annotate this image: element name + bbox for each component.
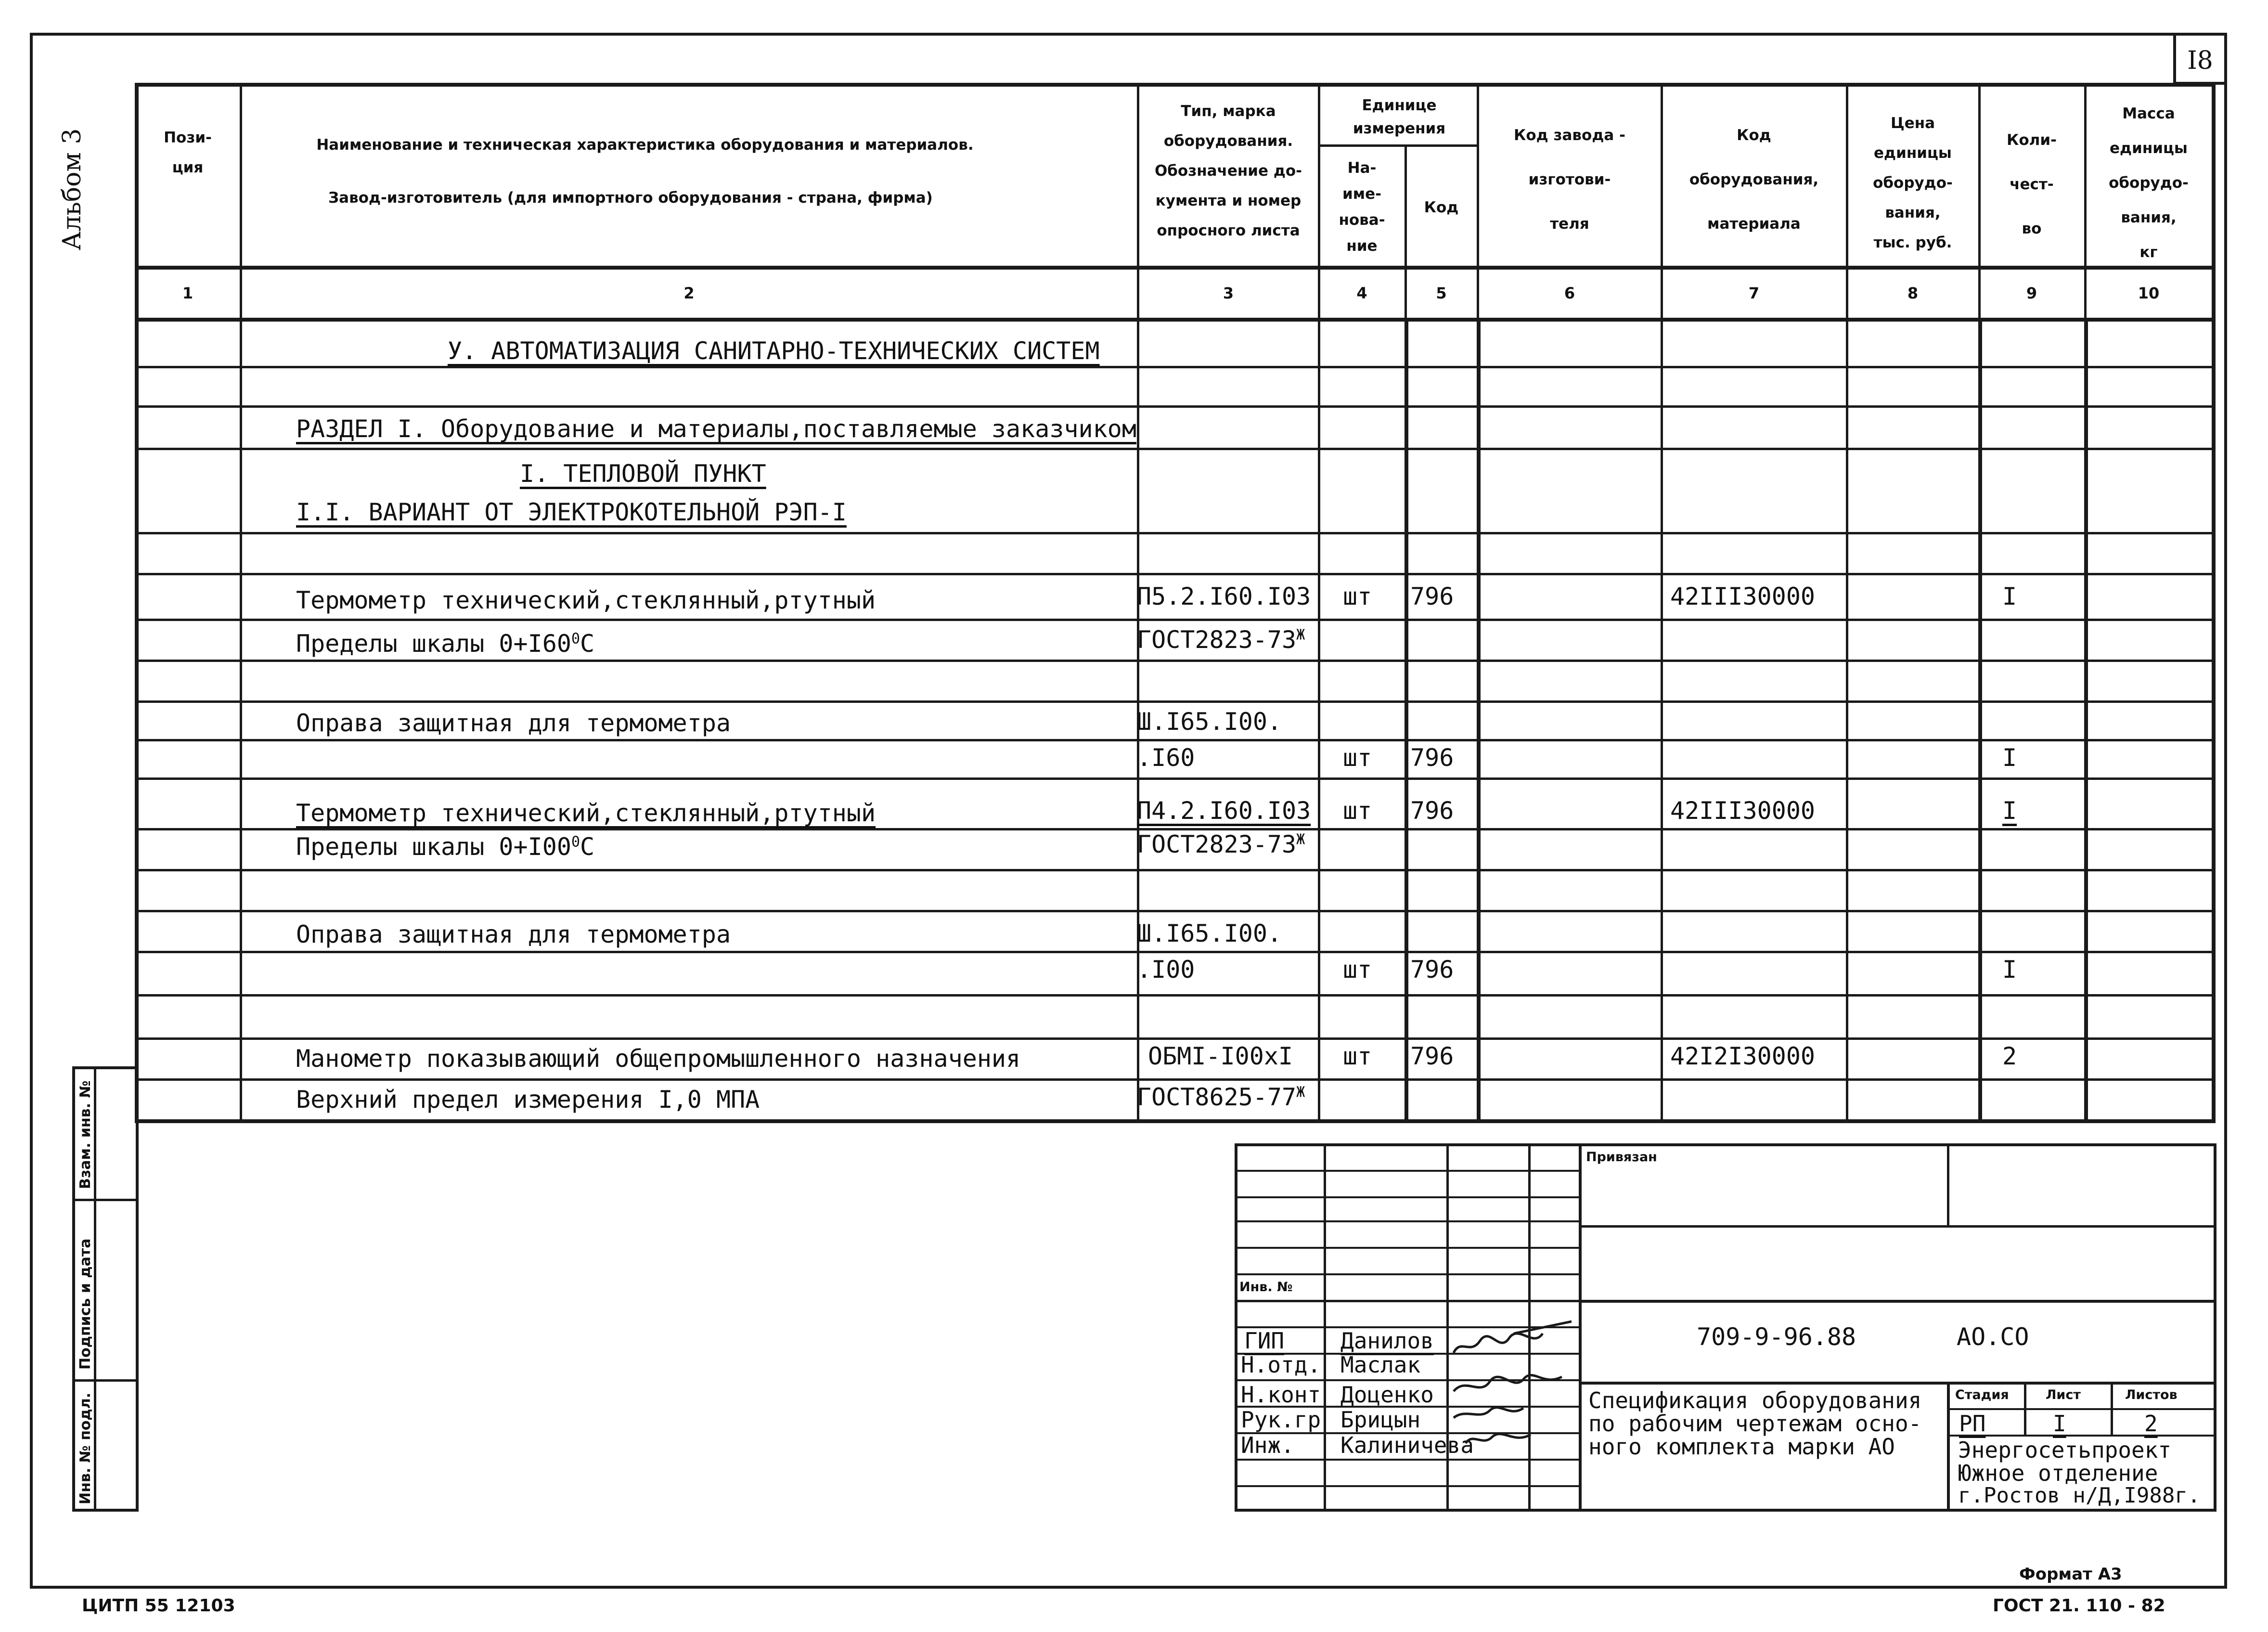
item-unit-code: 796 xyxy=(1410,797,1454,825)
item-type: П5.2.I60.I03 xyxy=(1137,583,1311,610)
item-unit: шт xyxy=(1343,744,1372,772)
stage-value: РП xyxy=(1959,1411,1986,1437)
doc-mark: АО.СО xyxy=(1957,1323,2029,1351)
stamp-role: Инж. xyxy=(1241,1432,1294,1458)
item-code: 42III30000 xyxy=(1670,583,1816,610)
signature xyxy=(1454,1408,1523,1418)
sheets-value: 2 xyxy=(2144,1411,2158,1437)
item-unit-code: 796 xyxy=(1410,583,1454,610)
header-type: Тип, марка оборудования. Обозначение до- кумента и номер опросного листа xyxy=(1154,103,1302,239)
side-label-inv-podl: Инв. № подл. xyxy=(77,1392,94,1504)
section-heading: I. ТЕПЛОВОЙ ПУНКТ xyxy=(520,460,766,488)
sheet-label: Лист xyxy=(2046,1387,2081,1402)
item-quantity: 2 xyxy=(2002,1042,2017,1070)
item-quantity: I xyxy=(2002,744,2017,772)
header-mass: Масса единицы оборудо- вания, кг xyxy=(2109,105,2189,261)
section-heading: РАЗДЕЛ I. Оборудование и материалы,поставляемые заказчиком xyxy=(296,415,1136,443)
item-unit: шт xyxy=(1343,797,1372,825)
stamp-name: Брицын xyxy=(1340,1407,1421,1433)
side-label-podpis: Подпись и дата xyxy=(77,1238,94,1370)
item-name: Оправа защитная для термометра xyxy=(296,709,731,737)
item-quantity: I xyxy=(2002,583,2017,610)
footer-format: Формат А3 xyxy=(2019,1565,2122,1584)
item-code: 42I2I30000 xyxy=(1670,1042,1816,1070)
item-name: Пределы шкалы $0+I60^0С$ xyxy=(296,630,595,658)
header-unit-name: На- име- нова- ние xyxy=(1339,159,1385,255)
header-units: Единице измерения xyxy=(1353,97,1446,137)
column-number: 3 xyxy=(1223,284,1234,302)
column-number: 7 xyxy=(1748,284,1760,302)
signature xyxy=(1454,1321,1572,1353)
column-number: 9 xyxy=(2026,284,2037,302)
item-quantity: I xyxy=(2002,797,2017,825)
album-label: Альбом 3 xyxy=(58,128,87,250)
side-label-vzam: Взам. инв. № xyxy=(77,1080,94,1189)
item-name: Верхний предел измерения I,0 МПА xyxy=(296,1086,760,1114)
org-line: Южное отделение xyxy=(1958,1460,2158,1486)
item-type: .I60 xyxy=(1137,744,1195,772)
column-number: 10 xyxy=(2138,284,2160,302)
item-name: Термометр технический,стеклянный,ртутный xyxy=(296,799,876,827)
header-unit-code: Код xyxy=(1424,199,1459,216)
column-number: 8 xyxy=(1907,284,1919,302)
item-name: Пределы шкалы $0+I00^0С$ xyxy=(296,833,595,861)
signature xyxy=(1454,1375,1562,1391)
stamp-name: Калиничева xyxy=(1340,1432,1474,1458)
sheets-label: Листов xyxy=(2125,1387,2178,1402)
item-type: .I00 xyxy=(1137,956,1195,984)
item-type: $ГОСТ8625-77^Ж$ xyxy=(1137,1083,1305,1111)
signature xyxy=(1466,1434,1531,1443)
item-name: Термометр технический,стеклянный,ртутный xyxy=(296,586,876,614)
header-equipment-code: Код оборудования, материала xyxy=(1689,127,1819,233)
footer-gost: ГОСТ 21. 110 - 82 xyxy=(1993,1596,2165,1616)
column-number: 2 xyxy=(683,284,695,302)
stamp-inv-no: Инв. № xyxy=(1239,1280,1293,1295)
column-number: 5 xyxy=(1436,284,1447,302)
stamp-role: ГИП xyxy=(1244,1328,1285,1354)
item-code: 42III30000 xyxy=(1670,797,1816,825)
sheet-number: I8 xyxy=(2187,46,2213,75)
doc-number: 709-9-96.88 xyxy=(1697,1323,1856,1351)
item-type: ОБМI-I00xI xyxy=(1148,1042,1293,1070)
item-type: Ш.I65.I00. xyxy=(1137,920,1282,947)
column-number: 4 xyxy=(1356,284,1367,302)
header-price: Цена единицы оборудо- вания, тыс. руб. xyxy=(1873,115,1953,251)
item-unit-code: 796 xyxy=(1410,1042,1454,1070)
footer-left: ЦИТП 55 12103 xyxy=(82,1596,235,1616)
stamp-privyazan: Привязан xyxy=(1586,1150,1657,1165)
column-number: 1 xyxy=(182,284,193,302)
item-unit: шт xyxy=(1343,956,1372,984)
signatures xyxy=(1446,1319,1576,1464)
item-quantity: I xyxy=(2002,956,2017,984)
item-unit-code: 796 xyxy=(1410,744,1454,772)
stamp-role: Н.отд. xyxy=(1241,1352,1321,1378)
stamp-name: Доценко xyxy=(1340,1382,1434,1408)
header-factory-code: Код завода - изготови- теля xyxy=(1514,127,1625,233)
header-name-line1: Наименование и техническая характеристика оборудования и материалов. xyxy=(316,136,974,154)
header-quantity: Коли- чест- во xyxy=(2007,131,2057,237)
doc-title-line: по рабочим чертежам осно- xyxy=(1588,1411,1922,1437)
stamp-name: Маслак xyxy=(1340,1352,1421,1378)
doc-title-line: ного комплекта марки АО xyxy=(1588,1434,1895,1460)
section-heading: I.I. ВАРИАНТ ОТ ЭЛЕКТРОКОТЕЛЬНОЙ РЭП-I xyxy=(296,498,847,526)
org-line: г.Ростов н/Д,I988г. xyxy=(1958,1483,2201,1508)
item-unit: шт xyxy=(1343,1042,1372,1070)
sheet-value: I xyxy=(2053,1411,2066,1437)
header-name-line2: Завод-изготовитель (для импортного оборудования - страна, фирма) xyxy=(328,189,933,207)
item-unit-code: 796 xyxy=(1410,956,1454,984)
stamp-role: Н.конт xyxy=(1241,1382,1321,1408)
doc-title-line: Спецификация оборудования xyxy=(1588,1387,1922,1413)
item-type: $ГОСТ2823-73^Ж$ xyxy=(1137,830,1305,858)
org-line: Энергосетьпроект xyxy=(1958,1437,2172,1463)
stamp-role: Рук.гр xyxy=(1241,1407,1321,1433)
item-unit: шт xyxy=(1343,583,1372,610)
item-type: П4.2.I60.I03 xyxy=(1137,797,1311,825)
section-heading: У. АВТОМАТИЗАЦИЯ САНИТАРНО-ТЕХНИЧЕСКИХ СИСТЕМ xyxy=(448,337,1100,365)
stage-label: Стадия xyxy=(1955,1387,2009,1402)
item-type: Ш.I65.I00. xyxy=(1137,708,1282,736)
column-number: 6 xyxy=(1564,284,1575,302)
item-type: $ГОСТ2823-73^Ж$ xyxy=(1137,626,1305,654)
item-name: Манометр показывающий общепромышленного назначения xyxy=(296,1045,1021,1073)
stamp-name: Данилов xyxy=(1340,1328,1434,1354)
item-name: Оправа защитная для термометра xyxy=(296,920,731,948)
header-position: Пози- ция xyxy=(164,129,212,176)
